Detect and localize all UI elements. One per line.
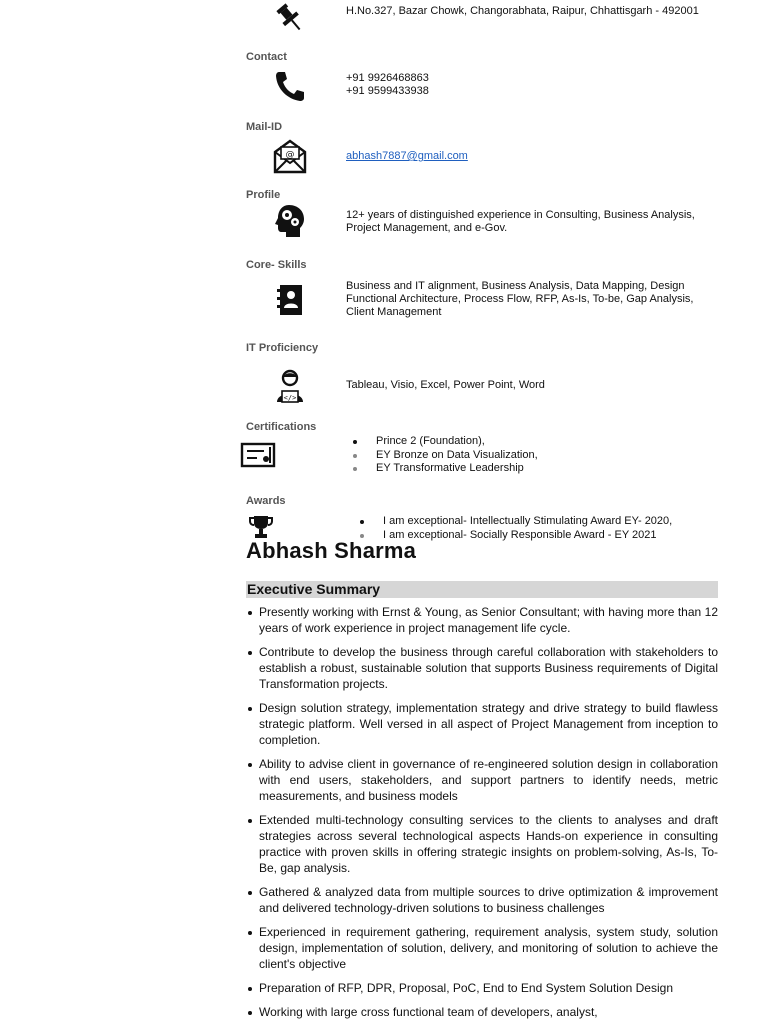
- address-text: H.No.327, Bazar Chowk, Changorabhata, Raipur, Chhattisgarh - 492001: [346, 5, 699, 17]
- list-item: Contribute to develop the business through careful collaboration with stakeholders to establish a robust, sustainable solution that supports Business requirements of Digital Transformation projects.: [246, 644, 718, 692]
- phone-icon: [268, 68, 312, 104]
- phone-1: +91 9926468863: [346, 72, 429, 84]
- phone-list: [346, 72, 721, 98]
- mail-label: Mail-ID: [246, 121, 283, 133]
- trophy-icon: [248, 514, 274, 540]
- list-item: EY Bronze on Data Visualization,: [376, 449, 716, 463]
- list-item: Experienced in requirement gathering, requirement analysis, system study, solution design, implementation of solution, delivery, and monitoring of solution to achieve the client's objective: [246, 924, 718, 972]
- skills-label: Core- Skills: [246, 259, 307, 271]
- pin-icon: [268, 0, 312, 36]
- list-item: Design solution strategy, implementation strategy and drive strategy to build flawless strategic platform. Well versed in all aspect of Project Management from inception to completion.: [246, 700, 718, 748]
- awards-list: [383, 515, 723, 542]
- list-item: Working with large cross functional team of developers, analyst,: [246, 1004, 718, 1020]
- awards-label: Awards: [246, 495, 286, 507]
- phone-2: +91 9599433938: [346, 85, 429, 97]
- list-item: Prince 2 (Foundation),: [376, 435, 716, 449]
- certifications-list: [376, 435, 716, 476]
- email-field: [346, 150, 721, 163]
- summary-heading: Executive Summary: [247, 581, 381, 597]
- list-item: I am exceptional- Socially Responsible Award - EY 2021: [383, 529, 723, 543]
- certifications-label: Certifications: [246, 421, 317, 433]
- svg-text:</>: </>: [283, 394, 297, 402]
- developer-icon: [268, 369, 312, 405]
- list-item: Extended multi-technology consulting services to the clients to analyses and draft strategies across several technological aspects Hands-on experience in consulting practice with proven skills in offering strategic insights on problem-solving, As-Is, To-Be, gap analysis.: [246, 812, 718, 876]
- list-item: Gathered & analyzed data from multiple sources to drive optimization & improvement and delivered technology-driven solutions to business challenges: [246, 884, 718, 916]
- certificate-icon: [240, 441, 278, 469]
- skills-text: Business and IT alignment, Business Analysis, Data Mapping, Design Functional Architecture, Process Flow, RFP, As-Is, To-be, Gap Analysis, Client Management: [346, 280, 694, 318]
- contact-book-icon: [268, 282, 312, 318]
- svg-text:@: @: [285, 150, 295, 160]
- contact-label: Contact: [246, 51, 287, 63]
- list-item: Preparation of RFP, DPR, Proposal, PoC, End to End System Solution Design: [246, 980, 718, 996]
- it-label: IT Proficiency: [246, 342, 319, 354]
- email-link[interactable]: abhash7887@gmail.com: [346, 150, 468, 162]
- list-item: EY Transformative Leadership: [376, 462, 716, 476]
- list-item: Presently working with Ernst & Young, as Senior Consultant; with having more than 12 years of work experience in project management life cycle.: [246, 604, 718, 636]
- list-item: I am exceptional- Intellectually Stimulating Award EY- 2020,: [383, 515, 723, 529]
- summary-list: [246, 604, 718, 1028]
- candidate-name: Abhash Sharma: [246, 538, 417, 563]
- envelope-icon: [268, 139, 312, 175]
- profile-text: 12+ years of distinguished experience in Consulting, Business Analysis, Project Management, and e-Gov.: [346, 209, 695, 234]
- head-gears-icon: [268, 203, 312, 239]
- list-item: Ability to advise client in governance of re-engineered solution design in collaboration with end users, stakeholders, and support partners to identify needs, metric measurements, and business models: [246, 756, 718, 804]
- it-text: Tableau, Visio, Excel, Power Point, Word: [346, 379, 545, 391]
- profile-label: Profile: [246, 189, 281, 201]
- summary-heading-bar: [246, 581, 718, 598]
